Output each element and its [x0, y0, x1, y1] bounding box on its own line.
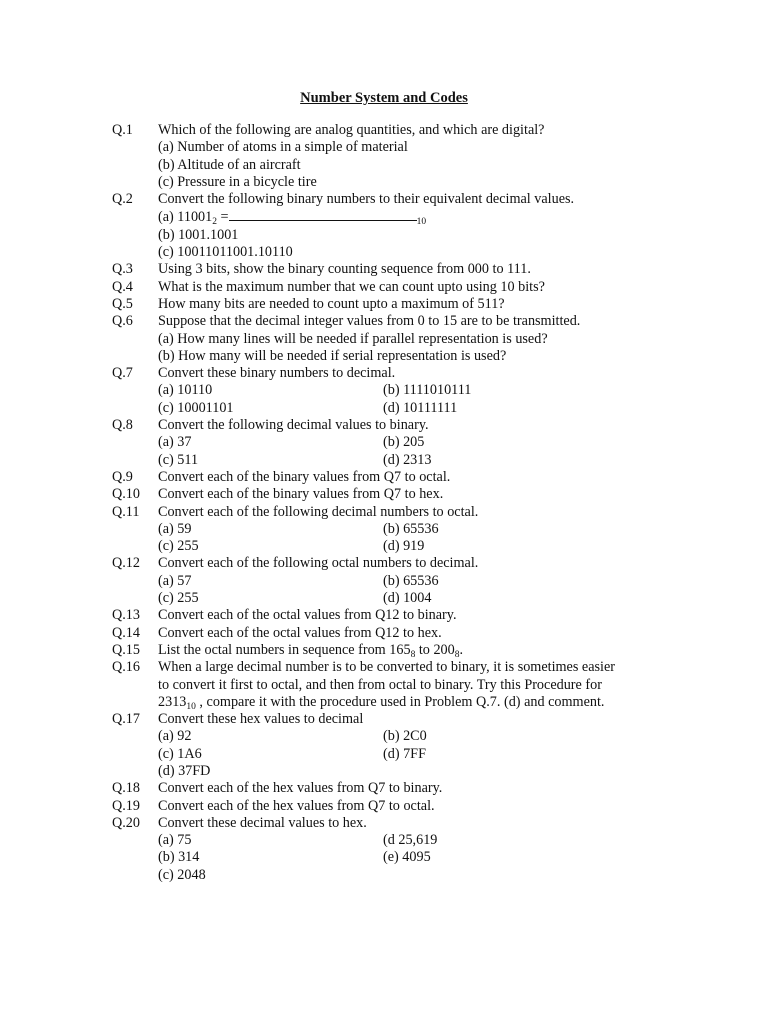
question-text: When a large decimal number is to be converted to binary, it is sometimes easier to convert it first to octal, and then from octal to binary. Try this Procedure for $2313_{10}$ , compare it with the procedure used in Problem Q.7. (d) and comment. — [158, 659, 616, 712]
question-number: Q.19 — [112, 797, 140, 814]
option-row — [112, 434, 642, 451]
option: (a) $11001_2 = _{10}$ — [158, 209, 427, 228]
question-q13 — [112, 607, 642, 624]
question-text: How many bits are needed to count upto a maximum of 511? — [158, 295, 505, 312]
question-q16 — [112, 659, 642, 711]
question-q9 — [112, 469, 642, 486]
question-number: Q.6 — [112, 313, 133, 330]
question-q1 — [112, 122, 642, 139]
question-q14 — [112, 625, 642, 642]
question-q18 — [112, 780, 642, 797]
option: (c) 255 — [158, 538, 199, 555]
question-number: Q.16 — [112, 659, 140, 676]
question-q17 — [112, 711, 642, 728]
option: (b) 205 — [383, 434, 425, 451]
question-q6 — [112, 313, 642, 330]
option: (b) 1001.1001 — [158, 226, 239, 243]
option: (a) 57 — [158, 572, 192, 589]
question-number: Q.1 — [112, 122, 133, 138]
option: (b) 1111010111 — [383, 382, 472, 399]
option: (b) 65536 — [383, 520, 439, 537]
question-text: Convert each of the binary values from Q7 to octal. — [158, 468, 451, 485]
question-text: Convert each of the hex values from Q7 to octal. — [158, 797, 435, 814]
question-text: What is the maximum number that we can count upto using 10 bits? — [158, 278, 545, 295]
question-text: Convert the following binary numbers to their equivalent decimal values. — [158, 191, 575, 208]
option: (a) 37 — [158, 434, 192, 451]
question-q2 — [112, 191, 642, 208]
question-number: Q.17 — [112, 711, 140, 728]
base-subscript: 8 — [454, 649, 460, 660]
question-text: Convert each of the hex values from Q7 to binary. — [158, 780, 443, 797]
option: (d 25,619 — [383, 832, 438, 849]
option: (b) 314 — [158, 849, 200, 866]
question-number: Q.3 — [112, 261, 133, 278]
option: (d) 2313 — [383, 451, 432, 468]
question-text: Convert each of the octal values from Q12 to binary. — [158, 607, 457, 624]
question-q5 — [112, 296, 642, 313]
question-text: Convert the following decimal values to binary. — [158, 417, 429, 434]
option: (b) 65536 — [383, 572, 439, 589]
question-number: Q.4 — [112, 278, 133, 295]
answer-blank-line — [229, 208, 417, 221]
question-text: Suppose that the decimal integer values from 0 to 15 are to be transmitted. — [158, 313, 581, 330]
question-number: Q.8 — [112, 417, 133, 434]
question-number: Q.10 — [112, 486, 140, 503]
option-row — [112, 849, 642, 866]
option: (b) How many will be needed if serial representation is used? — [158, 347, 507, 364]
question-q19 — [112, 798, 642, 815]
option: (a) 92 — [158, 728, 192, 745]
option-row — [112, 400, 642, 417]
question-text: Convert each of the binary values from Q7 to hex. — [158, 486, 444, 503]
option-row — [112, 452, 642, 469]
option: (d) 37FD — [158, 762, 211, 779]
option: (d) 1004 — [383, 590, 432, 607]
question-text: Convert these hex values to decimal — [158, 711, 364, 728]
option: (c) 10011011001.10110 — [158, 244, 293, 261]
option: (b) 2C0 — [383, 728, 427, 745]
question-number: Q.18 — [112, 780, 140, 797]
question-number: Q.14 — [112, 624, 140, 641]
option: (d) 7FF — [383, 745, 426, 762]
question-text: List the octal numbers in sequence from $165_8$ to $200_8$. — [158, 641, 464, 660]
option: (d) 919 — [383, 538, 425, 555]
question-number: Q.15 — [112, 641, 140, 658]
option: (a) 59 — [158, 520, 192, 537]
base-subscript: 10 — [416, 217, 427, 228]
option: (c) 2048 — [158, 866, 206, 883]
question-number: Q.11 — [112, 503, 140, 520]
option: (a) How many lines will be needed if parallel representation is used? — [158, 330, 548, 347]
question-text: Convert these decimal values to hex. — [158, 814, 367, 831]
question-q10 — [112, 486, 642, 503]
question-q15 — [112, 642, 642, 659]
question-text: Using 3 bits, show the binary counting sequence from 000 to 111. — [158, 261, 531, 278]
question-number: Q.9 — [112, 468, 133, 485]
option: (a) 10110 — [158, 382, 213, 399]
option-row — [112, 521, 642, 538]
question-list — [112, 122, 642, 884]
option-row — [112, 746, 642, 763]
question-text: Which of the following are analog quantities, and which are digital? — [158, 122, 545, 138]
question-q7 — [112, 365, 642, 382]
option-row — [112, 538, 642, 555]
base-subscript: 10 — [186, 701, 196, 712]
question-number: Q.13 — [112, 607, 140, 624]
option: (c) 511 — [158, 451, 199, 468]
base-subscript: 2 — [212, 217, 217, 228]
question-q11 — [112, 504, 642, 521]
option-row — [112, 832, 642, 849]
question-q8 — [112, 417, 642, 434]
option: (a) 75 — [158, 832, 192, 849]
question-number: Q.2 — [112, 191, 133, 208]
question-q12 — [112, 555, 642, 572]
question-number: Q.20 — [112, 814, 140, 831]
question-number: Q.5 — [112, 295, 133, 312]
option: (a) Number of atoms in a simple of material — [158, 139, 408, 156]
question-q4 — [112, 279, 642, 296]
page-title: Number System and Codes — [300, 90, 468, 106]
option-row — [112, 590, 642, 607]
question-number: Q.7 — [112, 365, 133, 382]
question-text: Convert each of the following decimal numbers to octal. — [158, 503, 479, 520]
question-text: Convert these binary numbers to decimal. — [158, 365, 396, 382]
option: (c) Pressure in a bicycle tire — [158, 173, 317, 190]
option: (c) 255 — [158, 590, 199, 607]
option-row — [112, 728, 642, 745]
option: (e) 4095 — [383, 849, 431, 866]
question-text: Convert each of the following octal numbers to decimal. — [158, 555, 479, 572]
option: (c) 1A6 — [158, 745, 202, 762]
option-row — [112, 573, 642, 590]
question-q3 — [112, 261, 642, 278]
option-row — [112, 382, 642, 399]
question-q20 — [112, 815, 642, 832]
option: (b) Altitude of an aircraft — [158, 156, 301, 173]
option: (d) 10111111 — [383, 399, 458, 416]
option: (c) 10001101 — [158, 399, 234, 416]
base-subscript: 8 — [410, 649, 416, 660]
question-text: Convert each of the octal values from Q12 to hex. — [158, 624, 442, 641]
question-number: Q.12 — [112, 555, 140, 572]
